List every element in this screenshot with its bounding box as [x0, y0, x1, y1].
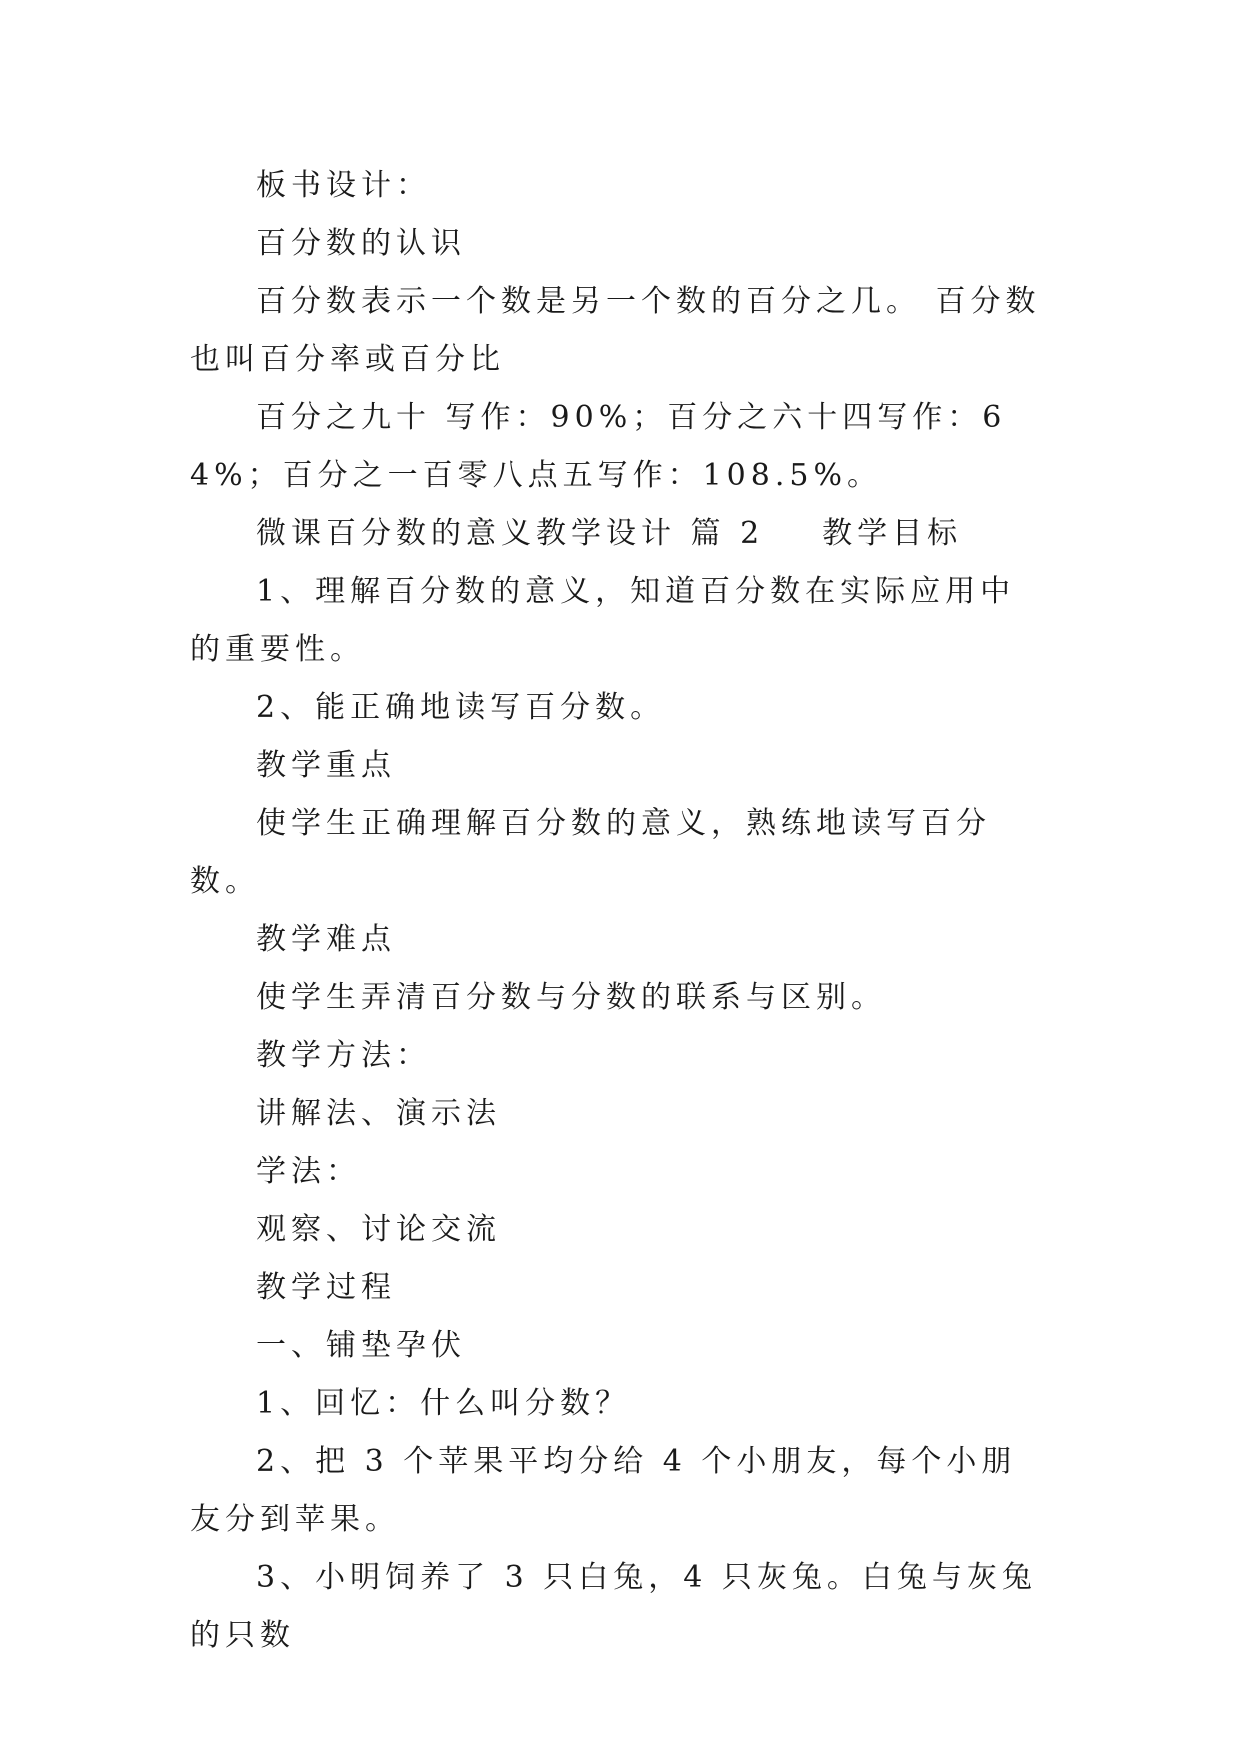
paragraph-goal-2: 2、能正确地读写百分数。: [256, 690, 666, 725]
paragraph-key-points-heading: 教学重点: [256, 748, 396, 783]
paragraph-goal-1: 1、理解百分数的意义，知道百分数在实际应用中的重要性。: [190, 574, 1016, 667]
paragraph-methods: 讲解法、演示法: [256, 1096, 501, 1131]
paragraph-board-design: 板书设计：: [256, 168, 431, 203]
paragraph-learning-methods: 观察、讨论交流: [256, 1212, 501, 1247]
paragraph-question-3: 3、小明饲养了 3 只白兔，4 只灰兔。白兔与灰兔的只数: [190, 1560, 1037, 1653]
paragraph-lesson-heading: [190, 505, 1048, 563]
document-body: [190, 157, 1048, 1665]
lesson-title: 微课百分数的意义教学设计 篇 2: [256, 516, 765, 551]
paragraph-key-points: 使学生正确理解百分数的意义，熟练地读写百分数。: [190, 806, 991, 899]
paragraph-title-percent-recognition: 百分数的认识: [256, 226, 466, 261]
paragraph-learning-methods-heading: 学法：: [256, 1154, 361, 1189]
paragraph-difficulties-heading: 教学难点: [256, 922, 396, 957]
paragraph-difficulties: 使学生弄清百分数与分数的联系与区别。: [256, 980, 886, 1015]
paragraph-percent-examples: 百分之九十 写作：90%；百分之六十四写作：64%；百分之一百零八点五写作：108.5%。: [190, 400, 1007, 493]
paragraph-methods-heading: 教学方法：: [256, 1038, 431, 1073]
paragraph-question-2: 2、把 3 个苹果平均分给 4 个小朋友，每个小朋友分到苹果。: [190, 1444, 1017, 1537]
paragraph-step-one: 一、铺垫孕伏: [256, 1328, 466, 1363]
paragraph-process-heading: 教学过程: [256, 1270, 396, 1305]
section-heading-goals: 教学目标: [822, 516, 963, 551]
paragraph-percent-definition: 百分数表示一个数是另一个数的百分之几。 百分数也叫百分率或百分比: [190, 284, 1041, 377]
paragraph-question-1: 1、回忆：什么叫分数？: [256, 1386, 631, 1421]
